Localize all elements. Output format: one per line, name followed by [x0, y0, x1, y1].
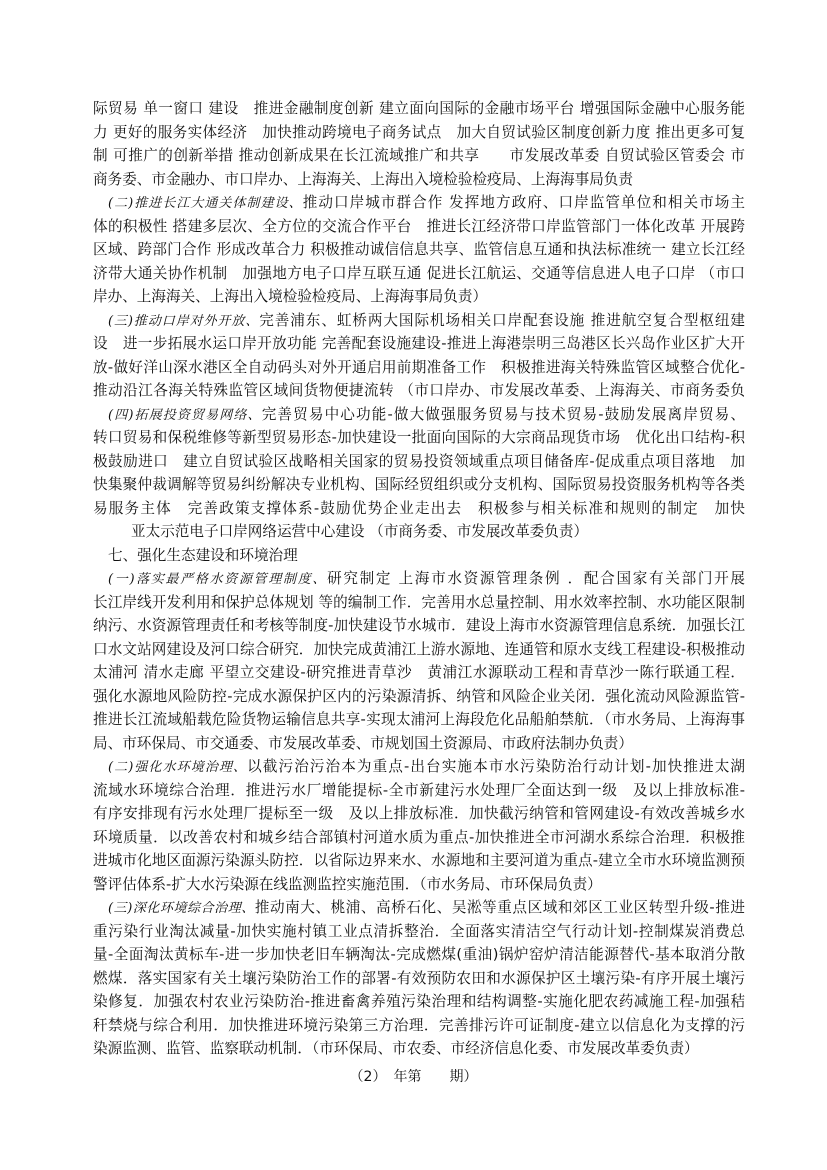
- text-line: [93, 779, 745, 803]
- line-text: 完善贸易中心功能-做大做强服务贸易与技术贸易-鼓励发展离岸贸易、: [261, 405, 745, 423]
- line-text: 完善浦东、虹桥两大国际机场相关口岸配套设施 推进航空复合型枢纽建: [259, 311, 745, 329]
- text-line: [93, 920, 745, 944]
- paragraph-heading: (四)拓展投资贸易网络、: [108, 407, 262, 423]
- text-line: [93, 802, 745, 826]
- page-footer: （2） 年第 期）: [349, 1069, 478, 1085]
- text-line: [93, 661, 745, 685]
- line-text: 亚太示范电子口岸网络运营中心建设 （市商务委、市发展改革委负责）: [131, 523, 589, 540]
- text-line: [93, 168, 745, 192]
- text-line: [93, 638, 745, 662]
- text-line: [93, 732, 745, 756]
- text-line: [93, 849, 745, 873]
- line-text: 燃煤．落实国家有关土壤污染防治工作的部署-有效预防农田和水源保护区土壤污染-有序开展土壤污: [93, 969, 745, 987]
- text-line: [93, 967, 745, 991]
- line-text: 流域水环境综合治理．推进污水厂增能提标-全市新建污水处理厂全面达到一级 及以上排放标准-: [93, 781, 745, 799]
- line-text: 济带大通关协作机制 加强地方电子口岸互联互通 促进长江航运、交通等信息进人电子口岸 （市口: [93, 264, 745, 282]
- text-line: [93, 144, 745, 168]
- line-text: 局、市环保局、市交通委、市发展改革委、市规划国土资源局、市政府法制办负责）: [93, 734, 633, 752]
- line-text: 长江岸线开发利用和保护总体规划 等的编制工作．完善用水总量控制、用水效率控制、水功能区限制: [93, 593, 745, 611]
- text-line: [93, 755, 745, 779]
- line-text: 岸办、上海海关、上海出入境检验检疫局、上海海事局负责）: [93, 288, 488, 305]
- line-text: 环境质量．以改善农村和城乡结合部镇村河道水质为重点-加快推进全市河湖水系综合治理．积极推: [93, 828, 745, 846]
- line-text: 太浦河 清水走廊 平望立交建设-研究推进青草沙 黄浦江水源联动工程和青草沙一陈行联通工程．: [93, 664, 745, 681]
- paragraph-heading: (三)推动口岸对外开放、: [108, 313, 260, 329]
- line-text: 强化水源地风险防控-完成水源保护区内的污染源清拆、纳管和风险企业关闭．强化流动风险源监管-: [93, 687, 745, 705]
- line-text: 际贸易 单一窗口 建设 推进金融制度创新 建立面向国际的金融市场平台 增强国际金融中心服务能: [93, 100, 745, 117]
- line-text: 染修复．加强农村农业污染防治-推进畜禽养殖污染治理和结构调整-实施化肥农药减施工程-加强秸: [93, 993, 745, 1010]
- text-line: [93, 591, 745, 615]
- text-line: [93, 97, 745, 121]
- text-line: [93, 262, 745, 286]
- line-text: 放-做好洋山深水港区全自动码头对外开通启用前期准备工作 积极推进海关特殊监管区域整合优化-: [93, 358, 745, 376]
- text-line: [93, 403, 745, 427]
- text-line: [93, 685, 745, 709]
- text-line: [93, 121, 745, 145]
- text-line: [93, 826, 745, 850]
- text-line: [93, 379, 745, 403]
- text-line: [93, 708, 745, 732]
- text-line: [93, 520, 745, 544]
- line-text: 体的积极性 搭建多层次、全方位的交流合作平台 推进长江经济带口岸监管部门一体化改革 开展跨: [93, 217, 745, 235]
- line-text: 秆禁烧与综合利用．加快推进环境污染第三方治理．完善排污许可证制度-建立以信息化为支撑的污: [93, 1016, 745, 1034]
- text-line: [93, 238, 745, 262]
- line-text: 推进长江流域船载危险货物运输信息共享-实现太浦河上海段危化品船舶禁航．（市水务局、上海海事: [93, 711, 745, 728]
- line-text: 重污染行业淘汰减量-加快实施村镇工业点清拆整治．全面落实清洁空气行动计划-控制煤炭消费总: [93, 922, 745, 940]
- paragraph-heading: (二)强化水环境治理、: [108, 760, 248, 775]
- paragraph: [93, 97, 745, 191]
- line-text: 进城市化地区面源污染源头防控．以省际边界来水、水源地和主要河道为重点-建立全市水环境监测预: [93, 852, 745, 869]
- text-line: [93, 614, 745, 638]
- line-text: 转口贸易和保税维修等新型贸易形态-加快建设一批面向国际的大宗商品现货市场 优化出口结构-积: [93, 429, 745, 446]
- paragraph: [93, 191, 745, 309]
- paragraph: [93, 403, 745, 544]
- line-text: 制 可推广的创新举措 推动创新成果在长江流域推广和共享 市发展改革委 自贸试验区管委会 市: [93, 147, 745, 164]
- paragraph-heading: (三)深化环境综合治理、: [108, 901, 255, 916]
- text-line: [93, 1037, 745, 1061]
- paragraph: [93, 309, 745, 403]
- text-line: [93, 215, 745, 239]
- text-line: [93, 896, 745, 920]
- document-body: [93, 97, 745, 1061]
- line-text: 纳污、水资源管理责任和考核等制度-加快建设节水城市．建设上海市水资源管理信息系统．加强长江: [93, 617, 745, 634]
- line-text: 口水文站网建设及河口综合研究．加快完成黄浦江上游水源地、连通管和原水支线工程建设-积极推动: [93, 640, 745, 658]
- line-text: 设 进一步拓展水运口岸开放功能 完善配套设施建设-推进上海港崇明三岛港区长兴岛作业区扩大开: [93, 335, 745, 352]
- paragraph-heading: (二)推进长江大通关体制建设、: [108, 196, 303, 211]
- paragraph-heading: (一)落实最严格水资源管理制度、: [108, 572, 328, 587]
- text-line: [93, 285, 745, 309]
- line-text: 研究制定 上海市水资源管理条例 ．配合国家有关部门开展: [327, 570, 745, 587]
- line-text: 商务委、市金融办、市口岸办、上海海关、上海出入境检验检疫局、上海海事局负责: [93, 170, 633, 188]
- text-line: [93, 356, 745, 380]
- text-line: [93, 873, 745, 897]
- line-text: 染源监测、监管、监察联动机制．（市环保局、市农委、市经济信息化委、市发展改革委负责）: [93, 1040, 699, 1057]
- line-text: 量-全面淘汰黄标车-进一步加快老旧车辆淘汰-完成燃煤(重油)锅炉窑炉清洁能源替代-基本取消分散: [93, 946, 745, 963]
- text-line: [93, 426, 745, 450]
- line-text: 区域、跨部门合作 形成改革合力 积极推动诚信信息共享、监管信息互通和执法标准统一 建立长江经: [93, 241, 745, 258]
- line-text: 推动南大、桃浦、高桥石化、吴淞等重点区域和郊区工业区转型升级-推进: [254, 899, 745, 916]
- line-text: 力 更好的服务实体经济 加快推动跨境电子商务试点 加大自贸试验区制度创新力度 推出更多可复: [93, 123, 745, 141]
- paragraph: [93, 755, 745, 896]
- line-text: 推动沿江各海关特殊监管区域间货物便捷流转 （市口岸办、市发展改革委、上海海关、市商务委负: [93, 382, 745, 399]
- text-line: [93, 191, 745, 215]
- text-line: [93, 567, 745, 591]
- line-text: 推动口岸城市群合作 发挥地方政府、口岸监管单位和相关市场主: [302, 194, 745, 211]
- text-line: [93, 450, 745, 474]
- text-line: [93, 497, 745, 521]
- text-line: [93, 473, 745, 497]
- text-line: [93, 1014, 745, 1038]
- line-text: 以截污治污治本为重点-出台实施本市水污染防治行动计划-加快推进太湖: [247, 758, 745, 775]
- text-line: [93, 990, 745, 1014]
- text-line: [93, 943, 745, 967]
- text-line: [93, 332, 745, 356]
- text-line: [93, 309, 745, 333]
- line-text: 有序安排现有污水处理厂提标至一级 及以上排放标准．加快截污纳管和管网建设-有效改善城乡水: [93, 805, 745, 822]
- line-text: 极鼓励进口 建立自贸试验区战略相关国家的贸易投资领域重点项目储备库-促成重点项目落地 加: [93, 452, 745, 470]
- line-text: 警评估体系-扩大水污染源在线监测监控实施范围．（市水务局、市环保局负责）: [93, 875, 602, 893]
- line-text: 易服务主体 完善政策支撑体系-鼓励优势企业走出去 积极参与相关标准和规则的制定 加快: [93, 499, 745, 517]
- line-text: 快集聚仲裁调解等贸易纠纷解决专业机构、国际经贸组织或分支机构、国际贸易投资服务机构等各类: [93, 476, 745, 493]
- section-heading: 七、强化生态建设和环境治理: [108, 546, 298, 564]
- paragraph: [93, 896, 745, 1061]
- paragraph: [93, 567, 745, 755]
